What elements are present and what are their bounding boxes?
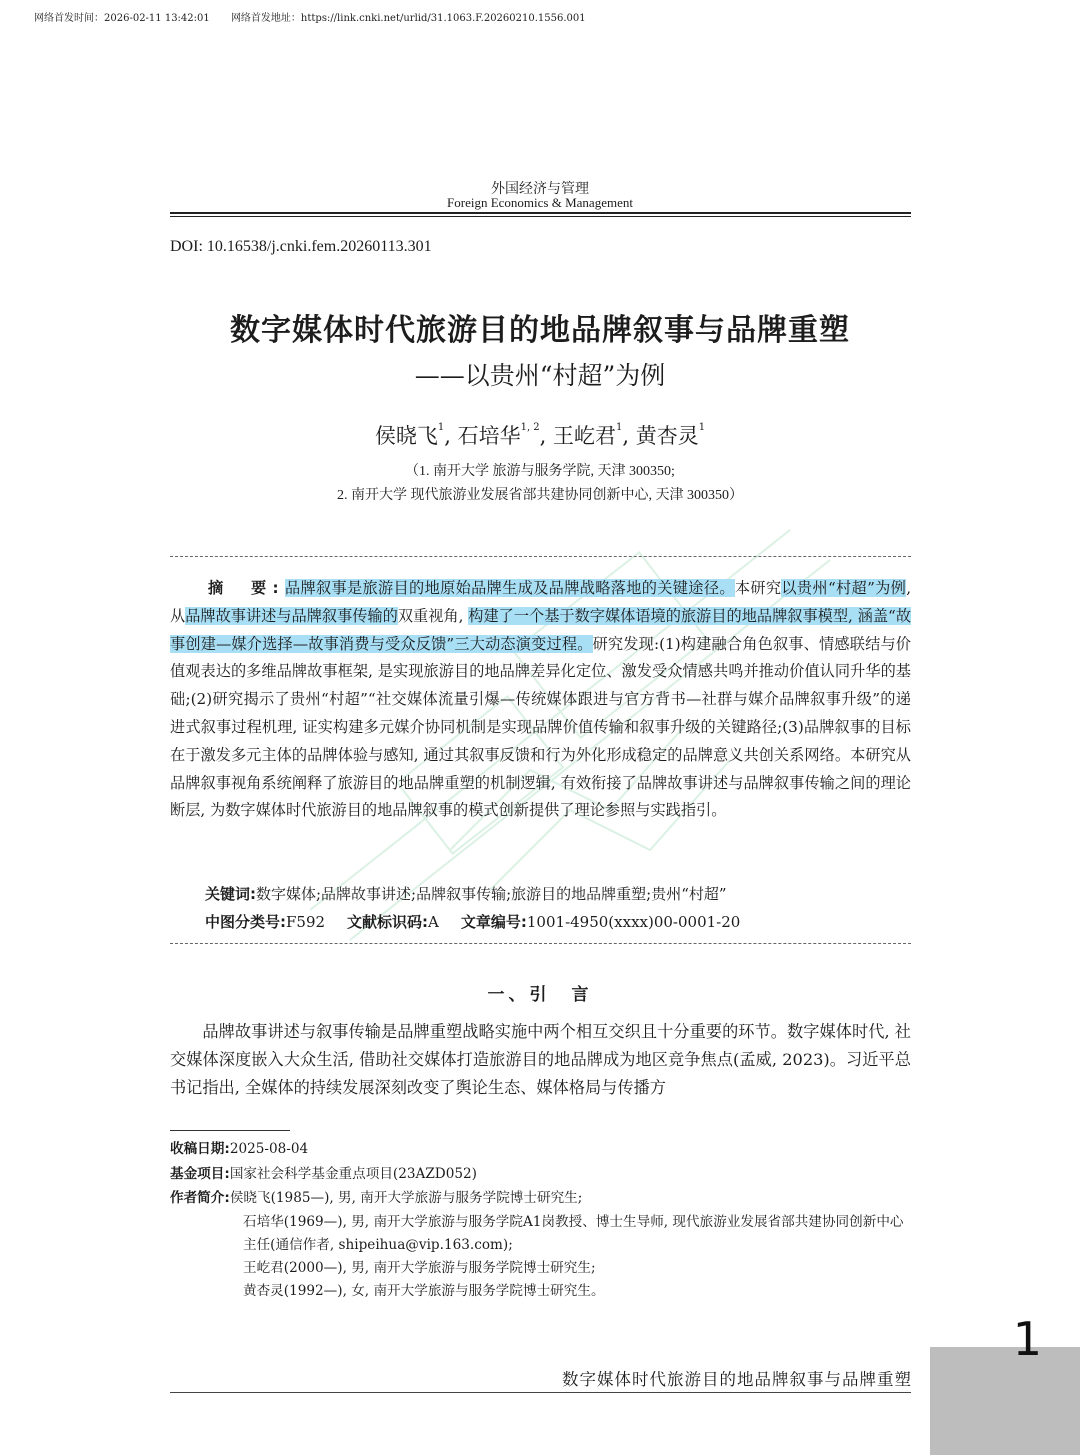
doi[interactable]: DOI: 10.16538/j.cnki.fem.20260113.301 (170, 238, 432, 255)
author-bio[interactable]: 石培华(1969—), 男, 南开大学旅游与服务学院A1岗教授、博士生导师, 现代旅游业发展省部共建协同创新中心主任(通信作者, shipeihua@vip.163.com); (243, 1214, 904, 1253)
header-rule-thick (170, 212, 911, 214)
affiliation-line: （1. 南开大学 旅游与服务学院, 天津 300350; (405, 464, 675, 479)
author-list (0, 420, 1080, 450)
highlighted-text: 构建了一个基于数字媒体语境的旅游目的地品牌叙事模型, 涵盖“故事创建—媒介选择—故事消费与受众反馈”三大动态演变过程。 (170, 606, 912, 653)
intro-paragraph: 品牌故事讲述与叙事传输是品牌重塑战略实施中两个相互交织且十分重要的环节。数字媒体时代, 社交媒体深度嵌入大众生活, 借助社交媒体打造旅游目的地品牌成为地区竞争焦点(孟威, 2023)。习近平总书记指出, 全媒体的持续发展深刻改变了舆论生态、媒体格局与传播方 (170, 1022, 911, 1097)
highlighted-text: 品牌叙事是旅游目的地原始品牌生成及品牌战略落地的关键途径。 (284, 579, 735, 597)
page-number: 1 (1012, 1312, 1042, 1366)
abstract-text: 研究发现:(1)构建融合角色叙事、情感联结与价值观表达的多维品牌故事框架, 是实现旅游目的地品牌差异化定位、激发受众情感共鸣并推动价值认同升华的基础;(2)研究揭示了贵州“村超”“社交媒体流量引爆—传统媒体跟进与官方背书—社群与媒介品牌叙事升级”的递进式叙事过程机理, 证实构建多元媒介协同机制是实现品牌价值传输和叙事升级的关键路径;(3)品牌叙事的目标在于激发多元主体的品牌体验与感知, 通过其叙事反馈和行为外化形成稳定的品牌意义共创关系网络。本研究从品牌叙事视角系统阐释了旅游目的地品牌重塑的机制逻辑, 有效衔接了品牌故事讲述与品牌叙事传输之间的理论断层, 为数字媒体时代旅游目的地品牌叙事的模式创新提供了理论参照与实践指引。 (170, 634, 911, 820)
header-rule-thin (170, 216, 911, 217)
fund-value: 国家社会科学基金重点项目(23AZD052) (229, 1166, 477, 1182)
publish-meta (34, 9, 604, 24)
running-footer-title: 数字媒体时代旅游目的地品牌叙事与品牌重塑 (562, 1370, 912, 1389)
author-name: 侯晓飞 (374, 424, 438, 448)
footer-rule (170, 1392, 911, 1393)
footnote-rule (170, 1130, 290, 1131)
classification-line (205, 911, 740, 932)
article-number-label: 文章编号: (460, 913, 527, 931)
doc-code-value: A (428, 913, 439, 931)
abstract-top-divider (170, 556, 911, 557)
author-name: 石培华 (457, 424, 521, 448)
author-affiliation-mark: 1 (698, 422, 706, 433)
keywords-label: 关键词: (205, 885, 256, 903)
keywords-value: 数字媒体;品牌故事讲述;品牌叙事传输;旅游目的地品牌重塑;贵州“村超” (256, 885, 727, 903)
fund-label: 基金项目: (170, 1166, 230, 1182)
author-name: 王屹君 (553, 424, 617, 448)
author-bio-first (170, 1187, 911, 1210)
author-separator: , (539, 424, 554, 448)
author-name: 黄杏灵 (635, 424, 699, 448)
author-bio: 黄杏灵(1992—), 女, 南开大学旅游与服务学院博士研究生。 (243, 1283, 605, 1299)
author-affiliation-mark: 1 (616, 422, 623, 433)
author-separator: , (444, 424, 458, 448)
abstract-text: 本研究 (734, 579, 782, 597)
doc-code-label: 文献标识码: (347, 913, 429, 931)
paper-subtitle: ——以贵州“村超”为例 (414, 361, 666, 390)
paper-title: 数字媒体时代旅游目的地品牌叙事与品牌重塑 (230, 313, 850, 348)
intro-body (170, 1018, 911, 1102)
author-bio: 侯晓飞(1985—), 男, 南开大学旅游与服务学院博士研究生; (229, 1190, 583, 1206)
affiliation-line: 2. 南开大学 现代旅游业发展省部共建协同创新中心, 天津 300350） (337, 488, 743, 503)
publish-url[interactable]: 网络首发地址：https://link.cnki.net/urlid/31.1063.F.20260210.1556.001 (230, 13, 586, 24)
abstract-text: , 从 (170, 579, 912, 625)
fund-info (170, 1163, 911, 1186)
highlighted-text: 以贵州“村超”为例 (781, 579, 907, 597)
received-label: 收稿日期: (170, 1141, 230, 1157)
publish-time: 网络首发时间：2026-02-11 13:42:01 (34, 13, 210, 24)
author-affiliation-mark: 1 (437, 422, 445, 433)
journal-name-cn: 外国经济与管理 (491, 181, 589, 197)
abstract-bottom-divider (170, 943, 911, 944)
abstract (170, 575, 911, 825)
highlighted-text: 品牌故事讲述与品牌叙事传输的 (185, 606, 398, 625)
section-heading: 一、引 言 (487, 985, 593, 1005)
received-date (170, 1138, 911, 1161)
clc-label: 中图分类号: (205, 913, 286, 931)
author-separator: , (622, 424, 636, 448)
abstract-label: 摘 要: (208, 579, 285, 597)
clc-value: F592 (286, 913, 326, 931)
keywords (205, 883, 727, 904)
author-affiliation-mark: 1, 2 (520, 422, 540, 433)
abstract-text: 双重视角, (397, 606, 469, 625)
received-value: 2025-08-04 (229, 1141, 309, 1157)
bio-label: 作者简介: (170, 1190, 230, 1206)
article-number-value: 1001-4950(xxxx)00-0001-20 (526, 913, 741, 931)
journal-name-en: Foreign Economics & Management (447, 195, 633, 210)
author-bio: 王屹君(2000—), 男, 南开大学旅游与服务学院博士研究生; (243, 1260, 596, 1276)
